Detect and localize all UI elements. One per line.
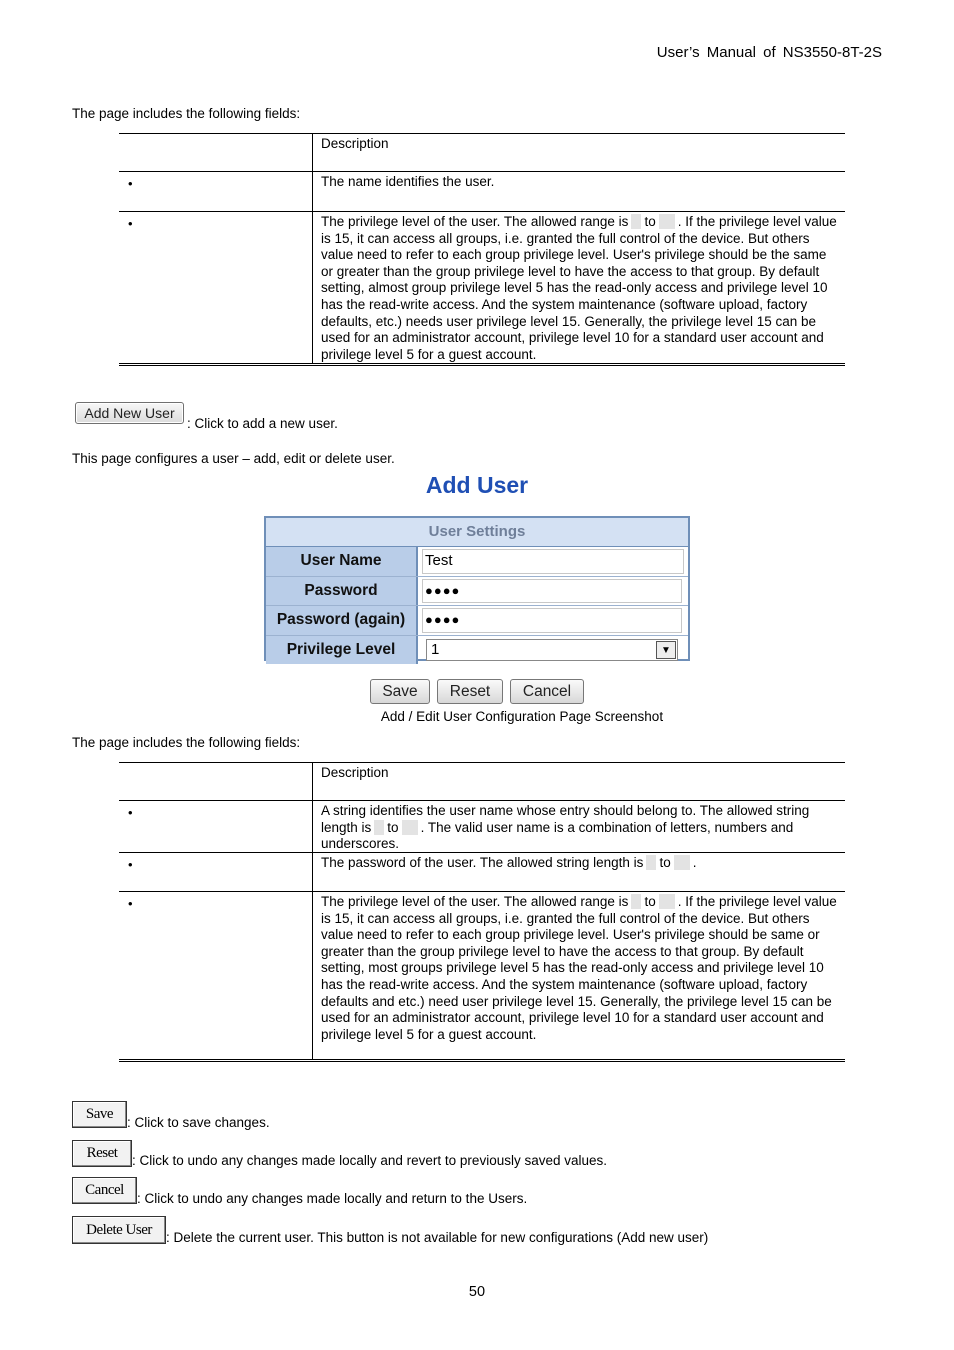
- form-title: Add User: [425, 472, 529, 498]
- table-header-row: [119, 134, 845, 172]
- privilege-level-label: Privilege Level: [266, 636, 418, 665]
- row-description: The privilege level of the user. The allowed range is to . If the privilege level value is 15, it can access all groups, i.e. granted the full control of the device. But others value need to refer to each group privilege level. User's privilege should be the same or greater than the group privilege level to have the access to that group. By default setting, almost group privilege level 5 has the read-only access and privilege level 10 has the read-write access. And the system maintenance (software upload, factory defaults, etc.) needs user privilege level 15. Generally, the privilege level 15 can be used for an administrator account, privilege level 10 for a standard user account and privilege level 5 for a guest account.: [321, 214, 837, 362]
- page-number: 50: [468, 1284, 486, 1300]
- figure-caption: Add / Edit User Configuration Page Screenshot: [380, 709, 664, 724]
- row-description: The name identifies the user.: [321, 174, 495, 189]
- chevron-down-icon[interactable]: ▼: [656, 641, 676, 660]
- cancel-button[interactable]: Cancel: [510, 679, 584, 704]
- table-row: [119, 212, 845, 366]
- page-header: User’s Manual of NS3550-8T-2S: [656, 44, 882, 61]
- table-row: [119, 801, 845, 853]
- table-row: [119, 892, 845, 1062]
- description-header: Description: [321, 136, 389, 151]
- fields-intro-1: The page includes the following fields:: [72, 106, 301, 121]
- row-description: The privilege level of the user. The allowed range is to . If the privilege level value is 15, it can access all groups, i.e. granted the full control of the device. But others value need to refer to each group privilege level. User's privilege should be same or greater than the group privilege level to have the access to that group. By default setting, most groups privilege level 5 has the read-only access and privilege level 10 has the read-write access. And the system maintenance (software upload, factory defaults and etc.) need user privilege level 15. Generally, the privilege level 15 can be used for an administrator account, privilege level 10 for a standard user account and privilege level 5 for a guest account.: [321, 894, 837, 1042]
- bullet-icon: •: [128, 857, 133, 872]
- user-settings-header: User Settings: [266, 518, 688, 547]
- password-label: Password: [266, 577, 418, 606]
- password-again-label: Password (again): [266, 606, 418, 635]
- save-desc: : Click to save changes.: [127, 1115, 270, 1130]
- table-header-row: [119, 763, 845, 801]
- bullet-icon: •: [128, 216, 133, 231]
- row-description: A string identifies the user name whose entry should belong to. The allowed string length is to . The valid user name is a combination of letters, numbers and underscores.: [321, 803, 810, 852]
- privilege-level-value: 1: [431, 640, 440, 658]
- password-again-input[interactable]: ●●●●: [422, 608, 682, 633]
- row-description: The password of the user. The allowed string length is to .: [321, 855, 697, 870]
- reset-desc: : Click to undo any changes made locally and revert to previously saved values.: [132, 1153, 608, 1168]
- configures-text: This page configures a user – add, edit or delete user.: [72, 451, 395, 466]
- delete-user-desc: : Delete the current user. This button is not available for new configurations (Add new user): [166, 1230, 709, 1245]
- fields-intro-2: The page includes the following fields:: [72, 735, 301, 750]
- add-new-user-desc: : Click to add a new user.: [187, 416, 338, 431]
- description-header: Description: [321, 765, 389, 780]
- table-row: [119, 853, 845, 892]
- fields-table-2: [119, 762, 845, 1062]
- user-name-label: User Name: [266, 547, 418, 576]
- reset-button[interactable]: Reset: [72, 1140, 132, 1167]
- user-name-row: [266, 547, 688, 577]
- cancel-desc: : Click to undo any changes made locally and return to the Users.: [137, 1191, 528, 1206]
- save-button[interactable]: Save: [72, 1101, 127, 1128]
- fields-table-1: [119, 133, 845, 366]
- delete-user-button[interactable]: Delete User: [72, 1216, 166, 1244]
- table-row: [119, 172, 845, 212]
- bullet-icon: •: [128, 805, 133, 820]
- privilege-level-row: [266, 636, 688, 665]
- password-row: [266, 577, 688, 607]
- save-button[interactable]: Save: [370, 679, 430, 704]
- user-settings-table: [264, 516, 690, 661]
- bullet-icon: •: [128, 176, 133, 191]
- password-input[interactable]: ●●●●: [422, 579, 682, 604]
- bullet-icon: •: [128, 896, 133, 911]
- user-name-input[interactable]: Test: [422, 549, 684, 574]
- privilege-level-select[interactable]: [426, 639, 678, 662]
- password-again-row: [266, 606, 688, 636]
- add-new-user-button[interactable]: Add New User: [75, 402, 184, 424]
- cancel-button[interactable]: Cancel: [72, 1177, 137, 1204]
- reset-button[interactable]: Reset: [437, 679, 503, 704]
